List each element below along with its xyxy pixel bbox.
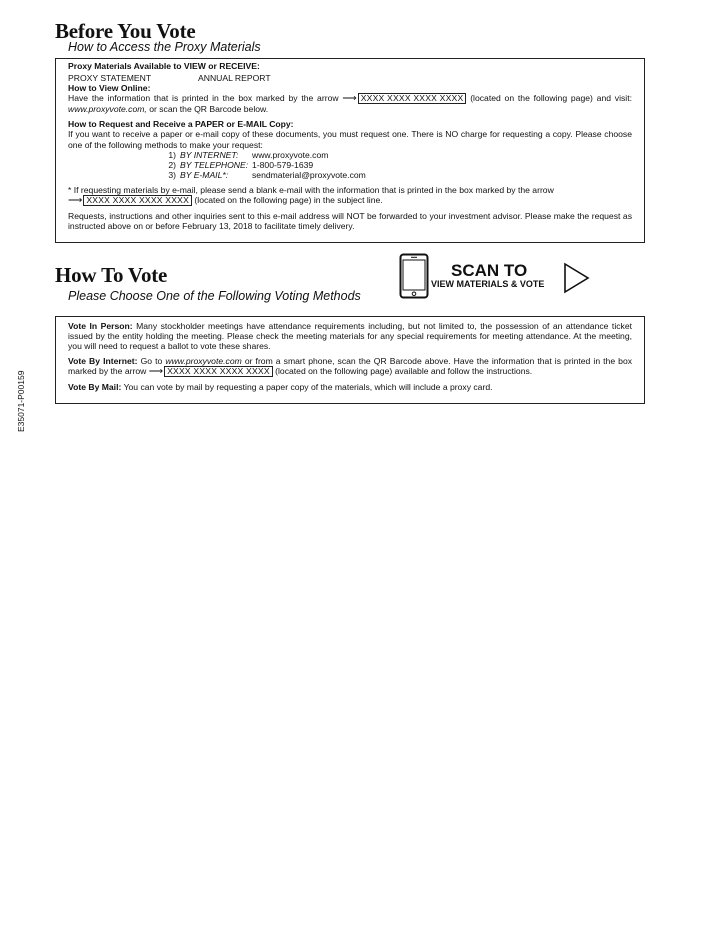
- arrow-right-icon: ⟶: [148, 366, 164, 378]
- email-note-line-2: [68, 195, 632, 206]
- email-note-tail: (located on the following page) in the subject line.: [194, 195, 383, 206]
- method-label: BY E-MAIL*:: [180, 169, 229, 180]
- voting-methods-box: [55, 316, 645, 404]
- view-text-part-2: (located on the following page) and visit:: [470, 93, 632, 104]
- scan-to-title: SCAN TO: [451, 261, 528, 280]
- arrow-right-icon: ⟶: [68, 195, 83, 207]
- vote-by-mail: [68, 382, 632, 392]
- vote-internet-text-1: Go to: [140, 356, 163, 367]
- email-note-line-1: * If requesting materials by e-mail, please send a blank e-mail with the information that is printed in the box marked by the arrow: [68, 184, 554, 195]
- view-site-link[interactable]: www.proxyvote.com,: [68, 104, 147, 115]
- method-label: BY TELEPHONE:: [180, 159, 249, 170]
- view-online-heading: How to View Online:: [68, 83, 151, 94]
- view-online-text: [68, 93, 632, 114]
- before-you-vote-title: Before You Vote: [55, 19, 196, 43]
- request-text: If you want to receive a paper or e-mail copy of these documents, you must request one. There is NO charge for requesting a copy. Please choose one of the following methods to make your request:: [68, 129, 632, 150]
- method-num: 2): [168, 159, 176, 170]
- footer-notice: Requests, instructions and other inquiries sent to this e-mail address will NOT be forwarded to your investment advisor. Please make the request as instructed above on or before February 13, 2018 to facilitate timely delivery.: [68, 211, 632, 232]
- how-to-vote-title: How To Vote: [55, 263, 168, 287]
- control-number-box: XXXX XXXX XXXX XXXX: [358, 93, 467, 104]
- arrow-right-icon: ⟶: [342, 93, 357, 105]
- request-heading: How to Request and Receive a PAPER or E-MAIL Copy:: [68, 119, 294, 130]
- available-heading: Proxy Materials Available to VIEW or RECEIVE:: [68, 61, 260, 71]
- documents-row: [68, 73, 632, 83]
- vote-by-internet: [68, 356, 632, 377]
- view-text-part-3: or scan the QR Barcode below.: [149, 104, 269, 115]
- control-number-box: XXXX XXXX XXXX XXXX: [83, 195, 192, 206]
- method-internet: [164, 150, 632, 160]
- scan-to-subtitle: VIEW MATERIALS & VOTE: [431, 279, 545, 289]
- method-telephone-value[interactable]: 1-800-579-1639: [252, 159, 314, 170]
- vote-in-person-text: Many stockholder meetings have attendance requirements including, but not limited to, the possession of an attendance ticket issued by the entity holding the meeting. Please check the meeting materials for any special requirements for meeting attendance. At the meeting, you will need to request a ballot to vote these shares.: [68, 321, 632, 352]
- how-to-vote-subtitle: Please Choose One of the Following Voting Methods: [68, 289, 361, 303]
- before-you-vote-subtitle: How to Access the Proxy Materials: [68, 40, 261, 54]
- request-methods-list: [164, 150, 632, 180]
- method-label: BY INTERNET:: [180, 149, 239, 160]
- vote-internet-text-3: (located on the following page) available and follow the instructions.: [275, 366, 533, 377]
- vote-by-mail-text: You can vote by mail by requesting a paper copy of the materials, which will include a proxy card.: [123, 382, 493, 393]
- method-email-value[interactable]: sendmaterial@proxyvote.com: [252, 169, 366, 180]
- vote-in-person-label: Vote In Person:: [68, 321, 133, 331]
- vote-by-mail-label: Vote By Mail:: [68, 382, 122, 393]
- vote-internet-text-2: or from a smart phone, scan the QR Barcode above. Have the information that is printed in the box marked by the arrow: [68, 356, 633, 377]
- access-materials-box: [55, 58, 645, 243]
- doc-annual-report: ANNUAL REPORT: [198, 73, 271, 84]
- document-code: E35071-P00159: [16, 370, 26, 432]
- vote-in-person: [68, 321, 632, 351]
- smartphone-icon: [399, 253, 429, 299]
- play-arrow-icon: [563, 262, 591, 294]
- method-internet-value[interactable]: www.proxyvote.com: [252, 149, 329, 160]
- method-email: [164, 170, 632, 180]
- vote-by-internet-label: Vote By Internet:: [68, 356, 138, 367]
- method-telephone: [164, 160, 632, 170]
- control-number-box: XXXX XXXX XXXX XXXX: [164, 366, 273, 377]
- view-text-part-1: Have the information that is printed in the box marked by the arrow: [68, 93, 339, 104]
- doc-proxy-statement: PROXY STATEMENT: [68, 73, 152, 84]
- method-num: 3): [168, 169, 176, 180]
- vote-internet-site[interactable]: www.proxyvote.com: [165, 356, 242, 367]
- method-num: 1): [168, 149, 176, 160]
